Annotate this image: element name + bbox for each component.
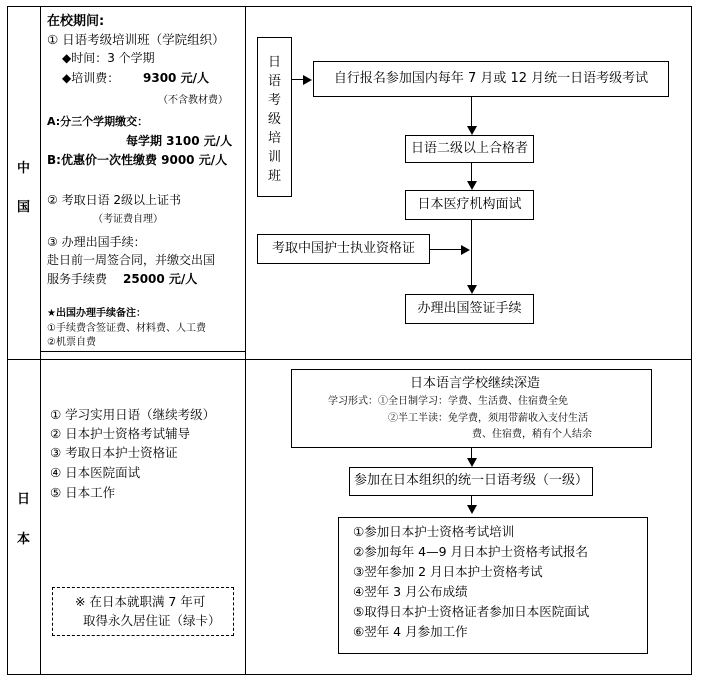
japan-row-label-1: 日 [17,492,31,507]
exam-step-2: ②参加每年 4—9 月日本护士资格考试报名 [353,544,589,559]
china-row-label-1: 中 [17,161,31,176]
japan-row-label-2: 本 [17,532,31,547]
flow-box-level2-pass: 日语二级以上合格者 [405,135,534,163]
language-school-line-1: 学习形式：①全日制学习：学费、生活费、住宿费全免 [328,396,568,407]
china-item3-line3: 服务手续费 [47,272,108,286]
table-col-divider-1 [40,6,41,675]
china-planA: A:分三个学期缴交： [47,115,149,128]
flow-box-japan-level1: 参加在日本组织的统一日语考级（一级） [349,467,593,496]
china-info-box-border [40,351,246,352]
japanese-training-class-box: 日 语 考 级 培 训 班 [257,37,292,197]
arrow-down-icon [467,126,477,135]
china-no-textbook: （不含教材费） [158,95,228,106]
table-border-bottom [7,674,692,675]
china-cert-fee: （考证费自理） [93,214,163,225]
japan-step-5: ⑤ 日本工作 [50,485,116,500]
language-school-title: 日本语言学校继续深造 [410,376,541,391]
flow-box-language-school [291,369,652,448]
arrow-right-icon [461,245,470,255]
arrow-right-icon [303,75,312,85]
note-line-2: 取得永久居住证（绿卡） [83,613,221,628]
china-heading: 在校期间: [47,14,105,29]
china-row-label-2: 国 [17,200,31,215]
japan-step-2: ② 日本护士资格考试辅导 [50,426,191,441]
arrow-down-icon [467,458,477,467]
china-note-1: ①手续费含签证费、材料费、人工费 [47,323,206,334]
flow-box-medical-interview: 日本医疗机构面试 [405,190,534,220]
china-planA-value: 每学期 3100 元/人 [126,134,233,148]
table-border-top [7,6,692,7]
china-fee-label: ◆培训费： [62,71,120,85]
permanent-residence-note [52,587,234,636]
japan-step-3: ③ 考取日本护士资格证 [50,445,178,460]
china-planB: B:优惠价一次性缴费 9000 元/人 [47,153,228,167]
china-item2: ② 考取日语 2级以上证书 [47,193,182,207]
connector-1-2 [471,97,472,128]
connector-license-to-main [430,249,462,250]
arrow-down-icon [467,285,477,294]
china-time: ◆时间：3 个学期 [62,51,155,65]
exam-step-1: ①参加日本护士资格考试培训 [353,524,515,539]
china-item3-fee: 25000 元/人 [123,272,198,286]
table-border-right [691,6,692,675]
flow-box-visa: 办理出国签证手续 [405,294,534,324]
flow-box-domestic-exam: 自行报名参加国内每年 7 月或 12 月统一日语考级考试 [313,61,669,97]
arrow-down-icon [467,505,477,514]
connector-3-4 [471,220,472,287]
arrow-down-icon [467,181,477,190]
china-item1: ① 日语考级培训班（学院组织） [47,32,225,47]
table-border-left [7,6,8,675]
table-row-divider [7,359,692,360]
japan-step-1: ① 学习实用日语（继续考级） [50,407,216,422]
language-school-line-2: ②半工半读：免学费，须用带薪收入支付生活 [388,413,588,424]
china-item3: ③ 办理出国手续： [47,235,146,249]
flow-box-nurse-exam-steps [338,517,648,654]
exam-step-3: ③翌年参加 2 月日本护士资格考试 [353,564,543,579]
exam-step-5: ⑤取得日本护士资格证者参加日本医院面试 [353,604,590,619]
exam-step-6: ⑥翌年 4 月参加工作 [353,624,468,639]
connector-2-3 [471,163,472,183]
china-fee-value: 9300 元/人 [143,71,209,85]
china-note-2: ②机票自费 [47,337,96,348]
table-col-divider-2 [245,6,246,675]
exam-step-4: ④翌年 3 月公布成绩 [353,584,468,599]
language-school-line-3: 费、住宿费，稍有个人结余 [472,429,592,440]
china-note-title: ★出国办理手续备注： [47,308,146,319]
japan-step-4: ④ 日本医院面试 [50,465,141,480]
china-item3-line2: 赴日前一周签合同，并缴交出国 [47,253,216,267]
flow-box-nurse-license: 考取中国护士执业资格证 [257,234,430,264]
note-line-1: ※ 在日本就职满 7 年可 [75,594,206,609]
